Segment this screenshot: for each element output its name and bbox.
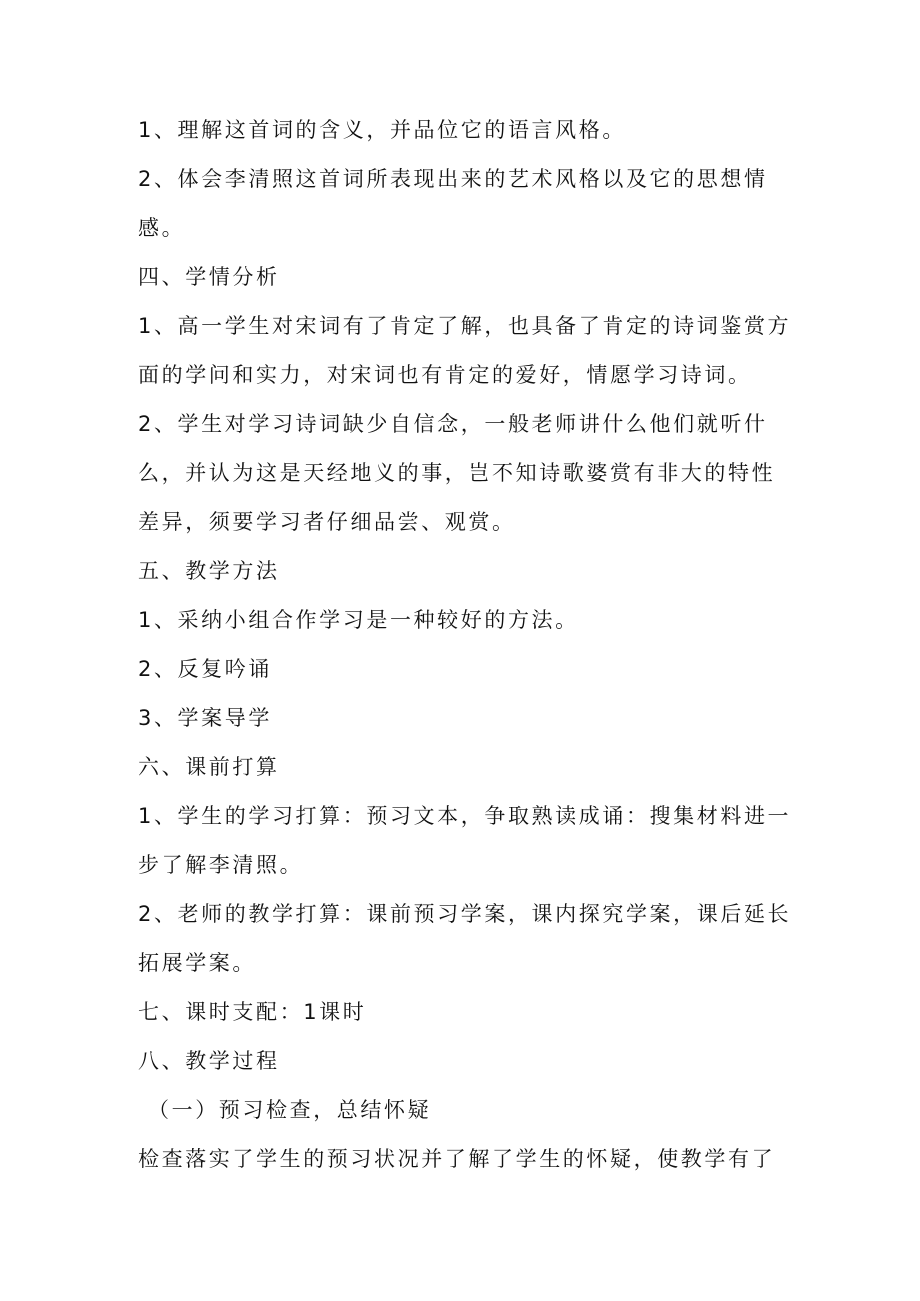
method-2: 2、反复吟诵 [138,657,272,681]
goal-1: 1、理解这首词的含义，并品位它的语言风格。 [138,118,626,142]
heading-preparation: 六、课前打算 [138,755,280,779]
analysis-1: 1、高一学生对宋词有了肯定了解，也具备了肯定的诗词鉴赏方 [138,314,792,338]
subheading-preview-check: （一）预习检查，总结怀疑 [148,1098,432,1122]
goal-2: 2、体会李清照这首词所表现出来的艺术风格以及它的思想情 [138,167,768,191]
prep-1: 1、学生的学习打算：预习文本，争取熟读成诵：搜集材料进一 [138,804,792,828]
prep-1-cont: 步了解李清照。 [138,853,304,877]
analysis-1-cont: 面的学问和实力，对宋词也有肯定的爱好，情愿学习诗词。 [138,363,752,387]
goal-2-cont: 感。 [138,216,186,240]
process-paragraph: 检查落实了学生的预习状况并了解了学生的怀疑，使教学有了 [138,1147,776,1171]
heading-class-hours: 七、课时支配：1课时 [138,1000,367,1024]
heading-teaching-process: 八、教学过程 [138,1049,280,1073]
analysis-2-cont: 么，并认为这是天经地义的事，岂不知诗歌婆赏有非大的特性 [138,461,776,485]
prep-2-cont: 拓展学案。 [138,951,256,975]
analysis-2: 2、学生对学习诗词缺少自信念，一般老师讲什么他们就听什 [138,412,768,436]
heading-student-analysis: 四、学情分析 [138,265,280,289]
method-3: 3、学案导学 [138,706,272,730]
analysis-2-cont-2: 差异，须要学习者仔细品尝、观赏。 [138,510,516,534]
prep-2: 2、老师的教学打算：课前预习学案，课内探究学案，课后延长 [138,902,792,926]
method-1: 1、采纳小组合作学习是一种较好的方法。 [138,608,579,632]
document-body [138,106,792,1184]
heading-teaching-method: 五、教学方法 [138,559,280,583]
